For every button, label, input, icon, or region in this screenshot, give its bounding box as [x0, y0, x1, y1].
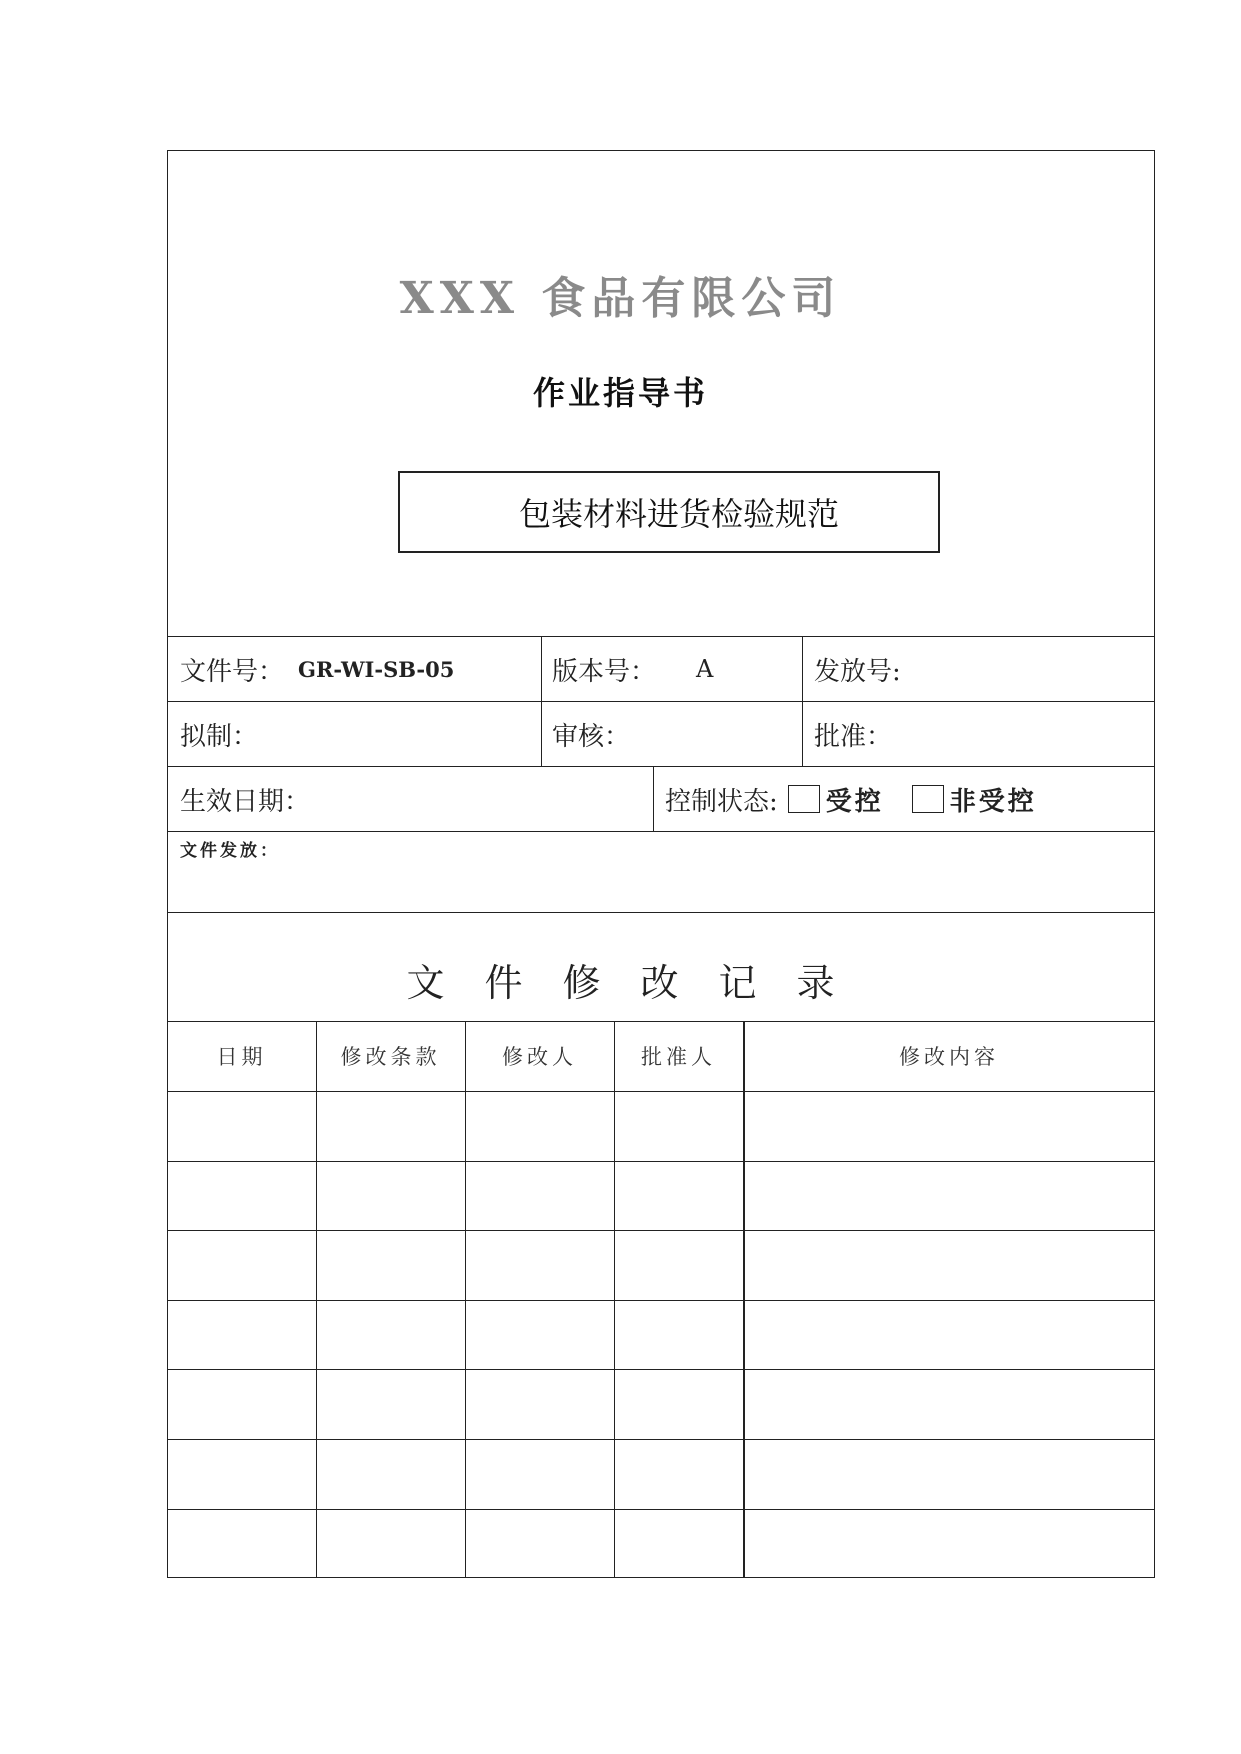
table-cell — [743, 1230, 1155, 1300]
version-value: A — [696, 655, 714, 683]
approved-label: 批准： — [814, 721, 893, 752]
table-cell — [465, 1091, 614, 1161]
table-cell — [167, 1369, 316, 1439]
divider — [541, 636, 542, 766]
version-cell — [552, 637, 713, 701]
reviewed-label: 审核： — [552, 721, 631, 752]
effective-date-cell — [180, 767, 310, 831]
table-cell — [614, 1369, 743, 1439]
column-header: 修改内容 — [899, 1045, 999, 1069]
uncontrolled-checkbox[interactable] — [912, 785, 944, 813]
table-cell — [167, 1230, 316, 1300]
table-cell — [465, 1509, 614, 1579]
drafted-label: 拟制： — [180, 721, 259, 752]
table-cell — [167, 1300, 316, 1370]
document-title-box — [398, 471, 940, 553]
control-status-cell — [665, 767, 1037, 831]
divider — [167, 701, 1155, 702]
effective-date-label: 生效日期： — [180, 786, 311, 817]
table-cell — [465, 1230, 614, 1300]
table-cell — [465, 1439, 614, 1509]
table-cell — [316, 1369, 465, 1439]
table-cell — [743, 1439, 1155, 1509]
table-cell — [167, 1509, 316, 1579]
control-status-label: 控制状态: — [665, 786, 778, 817]
table-cell — [465, 1161, 614, 1231]
table-cell — [614, 1161, 743, 1231]
table-cell — [316, 1230, 465, 1300]
divider — [167, 831, 1155, 832]
table-cell — [316, 1300, 465, 1370]
table-cell — [167, 1161, 316, 1231]
file-number-value: GR-WI-SB-05 — [298, 656, 455, 682]
version-label: 版本号： — [552, 656, 657, 687]
issue-number-cell — [814, 637, 901, 701]
approved-cell — [814, 702, 892, 766]
table-cell — [743, 1161, 1155, 1231]
reviewed-cell — [552, 702, 630, 766]
divider — [653, 766, 654, 831]
column-header: 修改条款 — [340, 1045, 441, 1069]
table-cell — [167, 1091, 316, 1161]
table-cell — [316, 1509, 465, 1579]
table-cell — [614, 1091, 743, 1161]
table-cell — [316, 1161, 465, 1231]
document-type: 作业指导书 — [532, 374, 708, 412]
column-header: 修改人 — [502, 1045, 577, 1069]
table-cell — [465, 1300, 614, 1370]
issue-number-label: 发放号: — [814, 656, 901, 687]
table-cell — [743, 1091, 1155, 1161]
controlled-checkbox[interactable] — [788, 785, 820, 813]
divider — [167, 912, 1155, 913]
table-cell — [743, 1369, 1155, 1439]
table-cell — [316, 1091, 465, 1161]
table-cell — [465, 1369, 614, 1439]
table-cell — [614, 1509, 743, 1579]
distribution-label: 文件发放： — [180, 841, 280, 861]
table-cell — [316, 1439, 465, 1509]
drafted-cell — [180, 702, 258, 766]
table-cell — [743, 1300, 1155, 1370]
uncontrolled-label: 非受控 — [949, 786, 1037, 817]
column-header: 日期 — [216, 1045, 267, 1069]
column-header: 批准人 — [641, 1045, 716, 1069]
file-number-label: 文件号： — [180, 656, 285, 687]
table-cell — [614, 1439, 743, 1509]
table-cell — [167, 1439, 316, 1509]
company-name: XXX 食品有限公司 — [399, 273, 842, 324]
document-title: 包装材料进货检验规范 — [518, 495, 839, 533]
table-cell — [614, 1300, 743, 1370]
table-cell — [743, 1509, 1155, 1579]
divider — [802, 636, 803, 766]
revision-record-title: 文件修改记录 — [406, 961, 875, 1005]
file-number-cell — [180, 637, 454, 701]
table-cell — [614, 1230, 743, 1300]
controlled-label: 受控 — [825, 786, 884, 817]
